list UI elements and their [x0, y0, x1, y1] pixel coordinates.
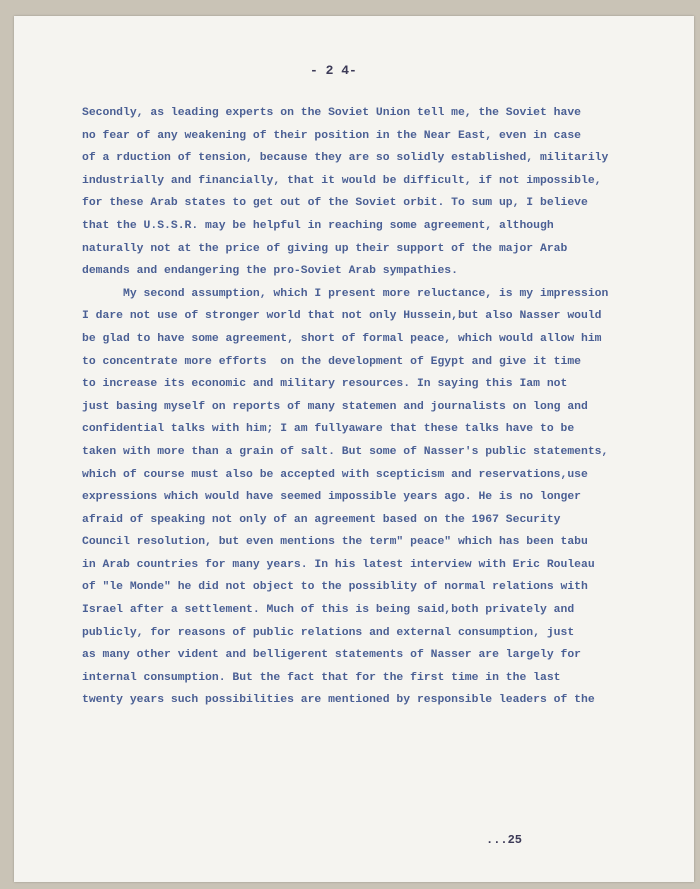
text-line: in Arab countries for many years. In his latest interview with Eric Rouleau	[82, 558, 595, 571]
text-line: afraid of speaking not only of an agreement based on the 1967 Security	[82, 513, 561, 526]
text-line: publicly, for reasons of public relations and external consumption, just	[82, 626, 575, 639]
text-line: My second assumption, which I present more reluctance, is my impression	[82, 287, 609, 300]
text-line: that the U.S.S.R. may be helpful in reaching some agreement, although	[82, 219, 554, 232]
text-line: just basing myself on reports of many statemen and journalists on long and	[82, 400, 588, 413]
text-line: Secondly, as leading experts on the Soviet Union tell me, the Soviet have	[82, 107, 581, 119]
text-line: to concentrate more efforts on the development of Egypt and give it time	[82, 355, 581, 368]
text-line: to increase its economic and military resources. In saying this Iam not	[82, 378, 568, 391]
continuation-marker: ...25	[486, 833, 523, 847]
text-line: as many other vident and belligerent statements of Nasser are largely for	[82, 649, 581, 662]
text-line: no fear of any weakening of their position in the Near East, even in case	[82, 129, 581, 142]
text-line: for these Arab states to get out of the Soviet orbit. To sum up, I believe	[82, 197, 588, 210]
text-line: Council resolution, but even mentions the term" peace" which has been tabu	[82, 536, 588, 549]
text-line: naturally not at the price of giving up their support of the major Arab	[82, 242, 568, 255]
text-line: internal consumption. But the fact that for the first time in the last	[82, 671, 561, 684]
document-body	[82, 102, 692, 712]
text-line: be glad to have some agreement, short of formal peace, which would allow him	[82, 332, 602, 345]
text-line: I dare not use of stronger world that not only Hussein,but also Nasser would	[82, 310, 602, 323]
text-line: of a rduction of tension, because they are so solidly established, militarily	[82, 152, 609, 165]
page-number: - 2 4-	[310, 63, 357, 78]
document-page	[14, 16, 694, 882]
text-line: expressions which would have seemed impossible years ago. He is no longer	[82, 491, 581, 504]
text-line: twenty years such possibilities are mentioned by responsible leaders of the	[82, 694, 595, 707]
text-line: demands and endangering the pro-Soviet Arab sympathies.	[82, 265, 458, 278]
text-line: industrially and financially, that it would be difficult, if not impossible,	[82, 174, 602, 187]
text-line: taken with more than a grain of salt. But some of Nasser's public statements,	[82, 445, 609, 458]
text-line: confidential talks with him; I am fullyaware that these talks have to be	[82, 423, 575, 436]
text-line: of "le Monde" he did not object to the possiblity of normal relations with	[82, 581, 588, 594]
text-line: which of course must also be accepted with scepticism and reservations,use	[82, 468, 588, 481]
text-line: Israel after a settlement. Much of this is being said,both privately and	[82, 604, 575, 617]
